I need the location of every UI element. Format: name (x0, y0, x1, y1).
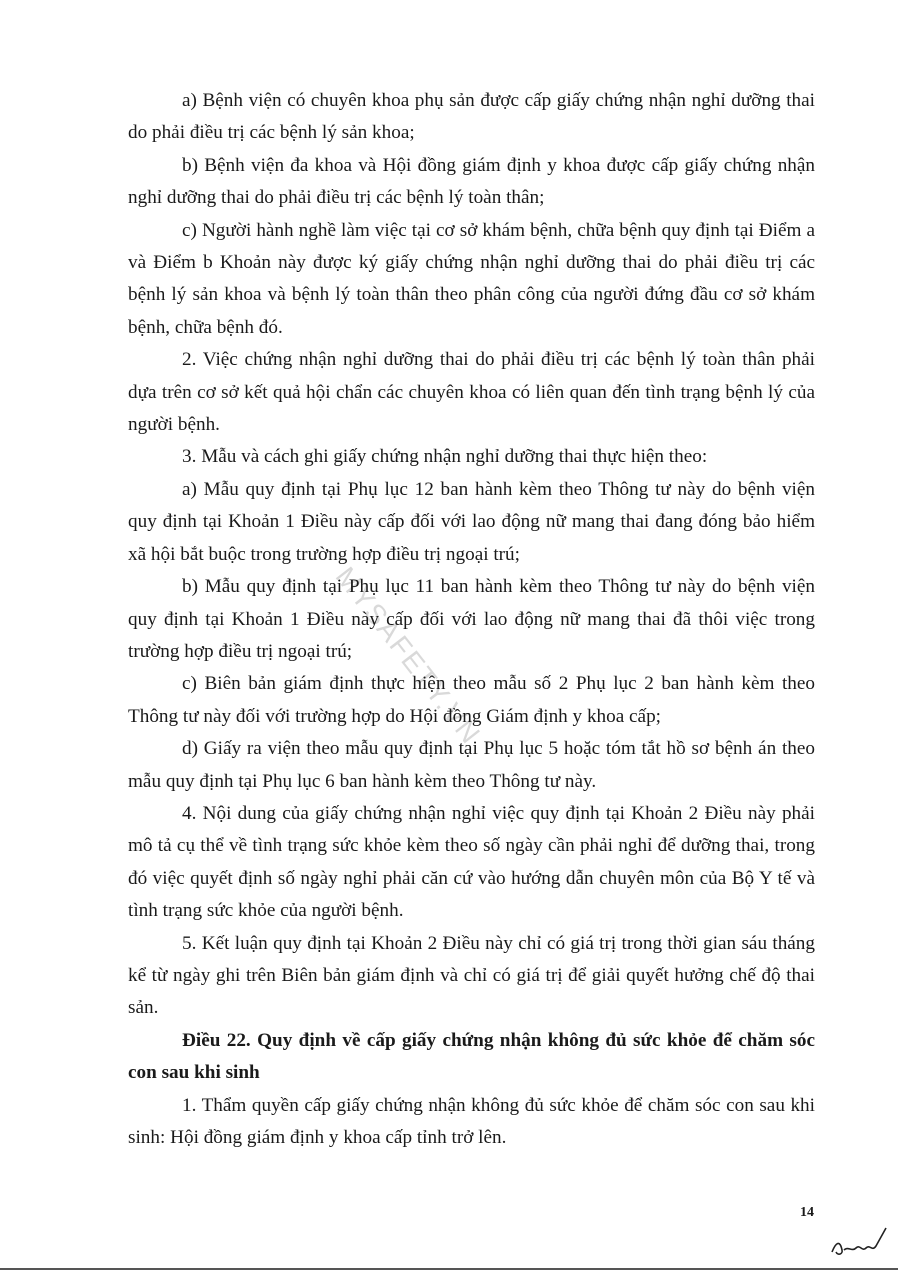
page-number: 14 (800, 1205, 814, 1220)
paragraph: b) Bệnh viện đa khoa và Hội đồng giám định y khoa được cấp giấy chứng nhận nghỉ dưỡng thai do phải điều trị các bệnh lý toàn thân; (128, 154, 815, 209)
paragraph: c) Biên bản giám định thực hiện theo mẫu số 2 Phụ lục 2 ban hành kèm theo Thông tư này đối với trường hợp do Hội đồng Giám định y khoa cấp; (128, 673, 815, 727)
paragraph: 3. Mẫu và cách ghi giấy chứng nhận nghỉ dưỡng thai thực hiện theo: (182, 446, 708, 468)
page-bottom-border (0, 1268, 898, 1270)
paragraph: b) Mẫu quy định tại Phụ lục 11 ban hành kèm theo Thông tư này do bệnh viện quy định tại Khoản 1 Điều này cấp đối với lao động nữ mang thai đã thôi việc trong trường hợp điều trị ngoại trú; (128, 576, 815, 662)
watermark: MYSAFETY.VN (329, 561, 488, 751)
paragraph: 2. Việc chứng nhận nghỉ dưỡng thai do phải điều trị các bệnh lý toàn thân phải dựa trên cơ sở kết quả hội chẩn các chuyên khoa có liên quan đến tình trạng bệnh lý của người bệnh. (128, 349, 815, 436)
paragraph: a) Mẫu quy định tại Phụ lục 12 ban hành kèm theo Thông tư này do bệnh viện quy định tại Khoản 1 Điều này cấp đối với lao động nữ mang thai đang đóng bảo hiểm xã hội bắt buộc trong trường hợp điều trị ngoại trú; (128, 478, 815, 565)
paragraph: 5. Kết luận quy định tại Khoản 2 Điều này chỉ có giá trị trong thời gian sáu tháng kể từ ngày ghi trên Biên bản giám định và chỉ có giá trị để giải quyết hưởng chế độ thai sản. (128, 932, 815, 1019)
paragraph: d) Giấy ra viện theo mẫu quy định tại Phụ lục 5 hoặc tóm tắt hồ sơ bệnh án theo mẫu quy định tại Phụ lục 6 ban hành kèm theo Thông tư này. (128, 738, 815, 792)
paragraph: c) Người hành nghề làm việc tại cơ sở khám bệnh, chữa bệnh quy định tại Điểm a và Điểm b Khoản này được ký giấy chứng nhận nghỉ dưỡng thai do phải điều trị các bệnh lý sản khoa và bệnh lý toàn thân theo phân công của người đứng đầu cơ sở khám bệnh, chữa bệnh đó. (128, 219, 815, 338)
paragraph: a) Bệnh viện có chuyên khoa phụ sản được cấp giấy chứng nhận nghỉ dưỡng thai do phải điều trị các bệnh lý sản khoa; (128, 90, 815, 144)
signature-icon (828, 1222, 888, 1262)
article-heading: Điều 22. Quy định về cấp giấy chứng nhận không đủ sức khỏe để chăm sóc con sau khi sinh (128, 1029, 815, 1084)
paragraph: 1. Thẩm quyền cấp giấy chứng nhận không đủ sức khỏe để chăm sóc con sau khi sinh: Hội đồng giám định y khoa cấp tỉnh trở lên. (128, 1094, 815, 1148)
document-body (128, 85, 815, 1154)
paragraph: 4. Nội dung của giấy chứng nhận nghỉ việc quy định tại Khoản 2 Điều này phải mô tả cụ thể về tình trạng sức khỏe kèm theo số ngày cần phải nghỉ để dưỡng thai, trong đó việc quyết định số ngày nghỉ phải căn cứ vào hướng dẫn chuyên môn của Bộ Y tế và tình trạng sức khỏe của người bệnh. (128, 802, 815, 922)
